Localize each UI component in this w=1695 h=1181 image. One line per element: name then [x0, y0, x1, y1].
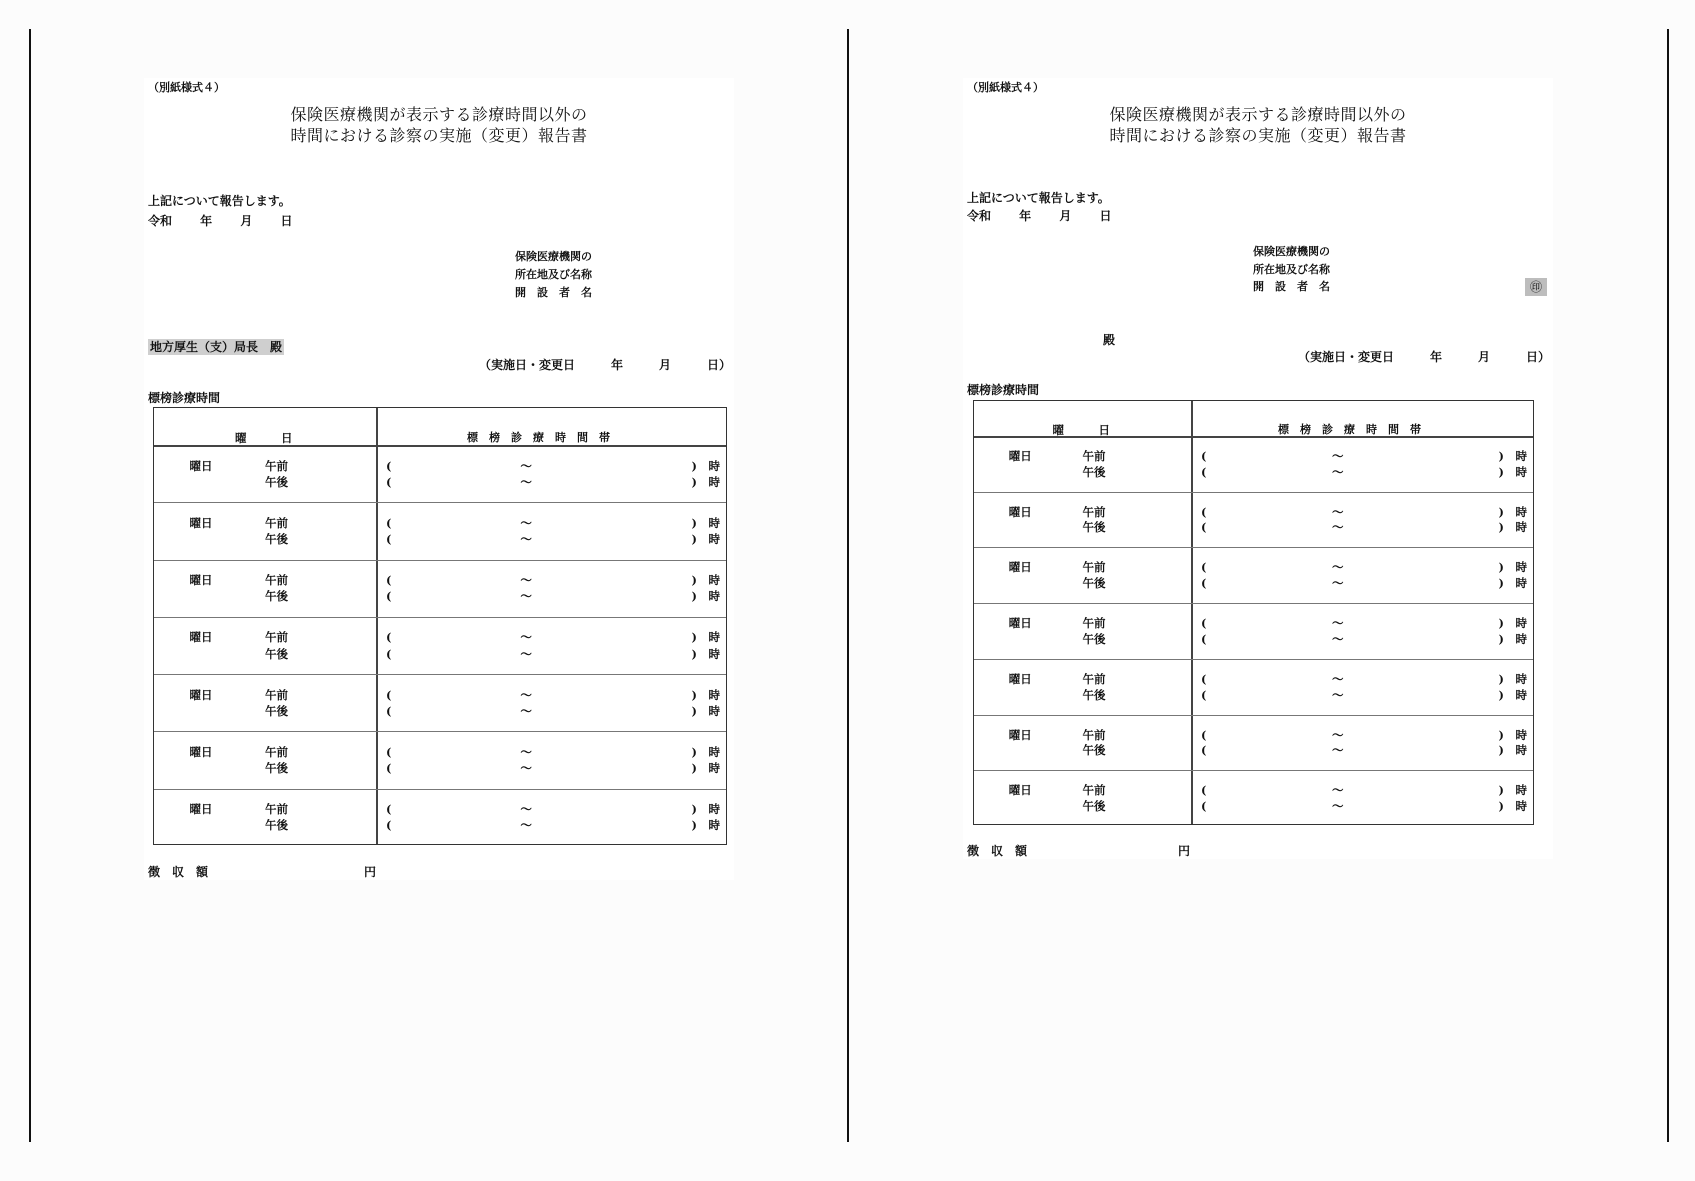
row-pm-open: ( [1201, 520, 1207, 535]
row-am-label: 午前 [265, 802, 288, 817]
row-pm-open: ( [1201, 798, 1207, 813]
row-am-label: 午前 [265, 515, 288, 530]
report-statement: 上記について報告します。 [148, 194, 291, 208]
row-am-open: ( [1201, 449, 1207, 464]
row-pm-open: ( [386, 646, 392, 661]
row-divider [974, 492, 1533, 493]
row-am-tilde: ～ [520, 745, 532, 760]
row-am-open: ( [386, 687, 392, 702]
row-am-tilde: ～ [1332, 560, 1344, 575]
row-pm-tilde: ～ [1332, 687, 1344, 702]
row-divider [974, 547, 1533, 548]
row-am-close: ) 時 [691, 745, 720, 760]
row-pm-tilde: ～ [1332, 631, 1344, 646]
row-pm-tilde: ～ [520, 531, 532, 546]
row-am-close: ) 時 [1498, 449, 1527, 464]
document-title-line2: 時間における診察の実施（変更）報告書 [290, 126, 588, 145]
header-divider [154, 445, 726, 447]
row-pm-label: 午後 [1082, 743, 1106, 758]
row-day: 曜日 [1008, 560, 1032, 575]
row-am-label: 午前 [265, 458, 288, 473]
row-pm-close: ) 時 [1498, 464, 1527, 479]
row-am-close: ) 時 [691, 458, 720, 473]
row-day: 曜日 [1008, 504, 1032, 519]
row-pm-tilde: ～ [520, 818, 532, 833]
row-day: 曜日 [189, 745, 213, 760]
row-am-tilde: ～ [1332, 783, 1344, 798]
page-border-middle [847, 29, 849, 1142]
row-pm-open: ( [386, 474, 392, 489]
document-page [963, 78, 1553, 859]
row-day: 曜日 [189, 630, 213, 645]
fee-label: 徴 収 額 [967, 844, 1028, 858]
row-pm-close: ) 時 [1498, 687, 1527, 702]
row-pm-tilde: ～ [520, 703, 532, 718]
row-am-close: ) 時 [691, 687, 720, 702]
seal-mark: ㊞ [1525, 278, 1547, 296]
row-divider [974, 770, 1533, 771]
report-statement: 上記について報告します。 [967, 191, 1110, 205]
row-am-open: ( [386, 802, 392, 817]
row-pm-label: 午後 [1082, 631, 1106, 646]
fee-label: 徴 収 額 [148, 865, 209, 879]
row-pm-label: 午後 [1082, 464, 1106, 479]
row-am-close: ) 時 [1498, 504, 1527, 519]
row-pm-label: 午後 [265, 703, 288, 718]
institution-label: 開 設 者 名 [515, 286, 592, 299]
row-pm-label: 午後 [265, 818, 288, 833]
row-pm-close: ) 時 [1498, 520, 1527, 535]
row-pm-open: ( [386, 531, 392, 546]
row-pm-tilde: ～ [1332, 798, 1344, 813]
row-am-open: ( [386, 515, 392, 530]
header-day: 曜 日 [235, 430, 293, 445]
institution-label: 所在地及び名称 [1253, 263, 1330, 276]
row-pm-tilde: ～ [520, 589, 532, 604]
row-divider [974, 603, 1533, 604]
institution-label: 開 設 者 名 [1253, 280, 1330, 293]
row-am-open: ( [1201, 671, 1207, 686]
row-divider [974, 659, 1533, 660]
row-divider [154, 789, 726, 790]
row-am-label: 午前 [1082, 560, 1106, 575]
page-border-left [29, 29, 31, 1142]
row-pm-label: 午後 [1082, 520, 1106, 535]
row-day: 曜日 [1008, 671, 1032, 686]
institution-label: 所在地及び名称 [515, 268, 592, 281]
row-pm-close: ) 時 [691, 703, 720, 718]
row-am-close: ) 時 [1498, 783, 1527, 798]
row-pm-open: ( [1201, 576, 1207, 591]
row-am-close: ) 時 [691, 573, 720, 588]
column-divider [376, 408, 378, 844]
schedule-label: 標榜診療時間 [148, 391, 221, 405]
row-pm-tilde: ～ [520, 474, 532, 489]
document-title-line2: 時間における診察の実施（変更）報告書 [1109, 126, 1407, 145]
row-day: 曜日 [189, 458, 213, 473]
implementation-date: （実施日・変更日 年 月 日） [1297, 350, 1550, 364]
document-title-line1: 保険医療機関が表示する診療時間以外の [1109, 105, 1407, 124]
row-am-tilde: ～ [1332, 449, 1344, 464]
row-pm-tilde: ～ [1332, 464, 1344, 479]
row-am-close: ) 時 [691, 630, 720, 645]
report-date: 令和 年 月 日 [967, 209, 1112, 223]
row-am-close: ) 時 [1498, 560, 1527, 575]
row-pm-close: ) 時 [1498, 743, 1527, 758]
row-day: 曜日 [189, 687, 213, 702]
row-am-tilde: ～ [520, 630, 532, 645]
fee-unit: 円 [1178, 844, 1191, 858]
row-am-label: 午前 [265, 630, 288, 645]
header-hours: 標 榜 診 療 時 間 帯 [467, 430, 610, 444]
row-pm-tilde: ～ [1332, 743, 1344, 758]
document-title-line1: 保険医療機関が表示する診療時間以外の [290, 105, 588, 124]
schedule-label: 標榜診療時間 [967, 383, 1040, 397]
fee-unit: 円 [364, 865, 377, 879]
row-divider [154, 617, 726, 618]
row-am-tilde: ～ [1332, 504, 1344, 519]
row-am-label: 午前 [1082, 727, 1106, 742]
row-pm-tilde: ～ [520, 646, 532, 661]
row-pm-open: ( [1201, 743, 1207, 758]
row-am-open: ( [386, 573, 392, 588]
row-pm-open: ( [386, 589, 392, 604]
institution-label: 保険医療機関の [1253, 245, 1330, 258]
row-am-label: 午前 [265, 745, 288, 760]
row-pm-open: ( [386, 703, 392, 718]
row-am-close: ) 時 [1498, 671, 1527, 686]
row-am-label: 午前 [1082, 449, 1106, 464]
row-am-close: ) 時 [691, 802, 720, 817]
form-label: （別紙様式４） [148, 81, 225, 94]
row-pm-open: ( [1201, 464, 1207, 479]
row-pm-open: ( [386, 761, 392, 776]
row-pm-close: ) 時 [691, 761, 720, 776]
row-am-open: ( [1201, 616, 1207, 631]
row-am-close: ) 時 [691, 515, 720, 530]
row-am-open: ( [1201, 727, 1207, 742]
row-pm-label: 午後 [1082, 687, 1106, 702]
row-pm-open: ( [1201, 687, 1207, 702]
row-pm-close: ) 時 [691, 646, 720, 661]
schedule-table [153, 407, 727, 845]
page-border-right [1667, 29, 1669, 1142]
row-pm-tilde: ～ [1332, 576, 1344, 591]
row-am-label: 午前 [1082, 504, 1106, 519]
row-pm-close: ) 時 [1498, 631, 1527, 646]
column-divider [1191, 401, 1193, 824]
form-label: （別紙様式４） [967, 81, 1044, 94]
row-pm-close: ) 時 [691, 589, 720, 604]
row-am-open: ( [386, 458, 392, 473]
row-pm-close: ) 時 [691, 474, 720, 489]
row-am-open: ( [1201, 783, 1207, 798]
row-am-tilde: ～ [520, 802, 532, 817]
row-divider [154, 731, 726, 732]
row-pm-close: ) 時 [691, 818, 720, 833]
row-pm-tilde: ～ [1332, 520, 1344, 535]
row-day: 曜日 [1008, 783, 1032, 798]
row-divider [974, 715, 1533, 716]
row-pm-close: ) 時 [1498, 798, 1527, 813]
report-date: 令和 年 月 日 [148, 214, 293, 228]
row-pm-label: 午後 [265, 531, 288, 546]
row-am-open: ( [1201, 560, 1207, 575]
row-am-open: ( [1201, 504, 1207, 519]
row-am-tilde: ～ [520, 573, 532, 588]
row-am-label: 午前 [265, 573, 288, 588]
row-am-tilde: ～ [1332, 671, 1344, 686]
row-divider [154, 560, 726, 561]
row-pm-label: 午後 [1082, 576, 1106, 591]
schedule-table [973, 400, 1534, 825]
row-am-label: 午前 [265, 687, 288, 702]
row-am-open: ( [386, 745, 392, 760]
row-am-tilde: ～ [1332, 727, 1344, 742]
row-pm-open: ( [1201, 631, 1207, 646]
row-am-tilde: ～ [520, 458, 532, 473]
row-day: 曜日 [189, 573, 213, 588]
row-pm-label: 午後 [265, 589, 288, 604]
row-pm-close: ) 時 [691, 531, 720, 546]
addressee: 地方厚生（支）局長 殿 [150, 340, 283, 354]
institution-label: 保険医療機関の [515, 250, 592, 263]
row-pm-tilde: ～ [520, 761, 532, 776]
row-am-label: 午前 [1082, 783, 1106, 798]
row-day: 曜日 [1008, 616, 1032, 631]
row-day: 曜日 [189, 802, 213, 817]
row-pm-label: 午後 [265, 761, 288, 776]
row-am-close: ) 時 [1498, 616, 1527, 631]
row-am-tilde: ～ [520, 687, 532, 702]
row-am-open: ( [386, 630, 392, 645]
row-pm-open: ( [386, 818, 392, 833]
row-pm-close: ) 時 [1498, 576, 1527, 591]
row-day: 曜日 [189, 515, 213, 530]
row-pm-label: 午後 [265, 646, 288, 661]
row-divider [154, 502, 726, 503]
document-page [144, 78, 734, 880]
row-day: 曜日 [1008, 727, 1032, 742]
row-pm-label: 午後 [1082, 798, 1106, 813]
row-am-close: ) 時 [1498, 727, 1527, 742]
row-am-tilde: ～ [520, 515, 532, 530]
row-am-tilde: ～ [1332, 616, 1344, 631]
row-day: 曜日 [1008, 449, 1032, 464]
addressee: 殿 [1103, 333, 1116, 347]
header-day: 曜 日 [1052, 422, 1110, 437]
row-am-label: 午前 [1082, 616, 1106, 631]
header-hours: 標 榜 診 療 時 間 帯 [1278, 422, 1421, 436]
row-am-label: 午前 [1082, 671, 1106, 686]
row-divider [154, 674, 726, 675]
implementation-date: （実施日・変更日 年 月 日） [478, 358, 731, 372]
row-pm-label: 午後 [265, 474, 288, 489]
